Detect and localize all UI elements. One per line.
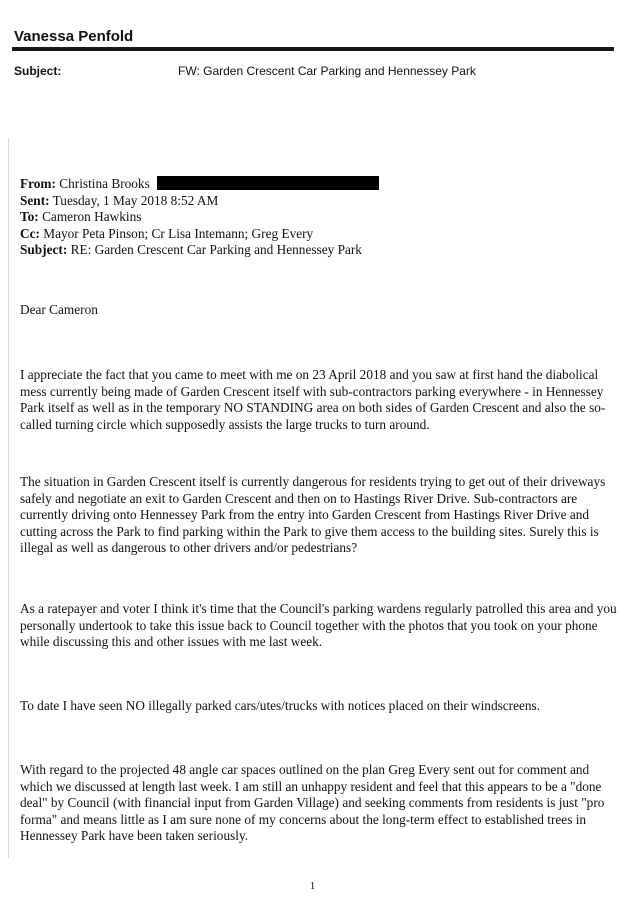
forward-subject-label: Subject: [14, 64, 62, 78]
paragraph-3: As a ratepayer and voter I think it's time that the Council's parking wardens regularly patrolled this area and you personally undertook to take this issue back to Council together with the photos that you took on your phone while discussing this and other issues with me last week. [20, 601, 617, 649]
paragraph-2: The situation in Garden Crescent itself is currently dangerous for residents trying to get out of their driveways safely and negotiate an exit to Garden Crescent and then on to Hastings River Drive. Sub-contractors are currently driving onto Hennessey Park from the entry into Garden Crescent from Hastings River Drive and cutting across the Park to find parking within the Park to give them access to the building sites. Surely this is illegal as well as dangerous to other drivers and/or pedestrians? [20, 474, 606, 555]
cc-value: Mayor Peta Pinson; Cr Lisa Intemann; Greg Every [43, 225, 314, 241]
sent-row [20, 193, 620, 210]
to-label: To: [20, 209, 39, 224]
to-row [20, 209, 620, 226]
cc-row [20, 226, 620, 243]
sent-label: Sent: [20, 192, 50, 208]
page-number: 1 [309, 880, 316, 892]
subject-value: RE: Garden Crescent Car Parking and Hennessey Park [70, 242, 362, 257]
forward-subject-value: FW: Garden Crescent Car Parking and Hennessey Park [178, 64, 476, 78]
subject-row [20, 242, 620, 259]
margin-line [8, 138, 9, 858]
paragraph-1: I appreciate the fact that you came to meet with me on 23 April 2018 and you saw at first hand the diabolical mess currently being made of Garden Crescent itself with sub-contractors parking everywhere - in Hennessey Park itself as well as in the temporary NO STANDING area on both sides of Garden Crescent and also the so-called turning circle which supposedly assists the large trucks to turn around. [20, 367, 606, 432]
from-value: Christina Brooks [59, 176, 150, 191]
sender-name-header: Vanessa Penfold [14, 28, 134, 45]
sent-value: Tuesday, 1 May 2018 8:52 AM [52, 192, 219, 208]
header-divider [12, 47, 614, 51]
redaction-block [157, 176, 379, 190]
cc-label: Cc: [20, 225, 40, 241]
to-value: Cameron Hawkins [42, 209, 142, 224]
from-label: From: [20, 176, 56, 191]
greeting: Dear Cameron [20, 302, 98, 317]
paragraph-5: With regard to the projected 48 angle car spaces outlined on the plan Greg Every sent out for comment and which we discussed at length last week. I am still an unhappy resident and feel that this appears to be a "done deal" by Council (with financial input from Garden Village) and seeking comments from residents is just "pro forma" and means little as I am sure none of my concerns about the long-term effect to established trees in Hennessey Park have been taken seriously. [20, 762, 605, 843]
subject-label: Subject: [20, 242, 68, 257]
from-row [20, 176, 620, 193]
paragraph-4: To date I have seen NO illegally parked cars/utes/trucks with notices placed on their windscreens. [20, 698, 541, 713]
email-metadata [20, 176, 620, 259]
